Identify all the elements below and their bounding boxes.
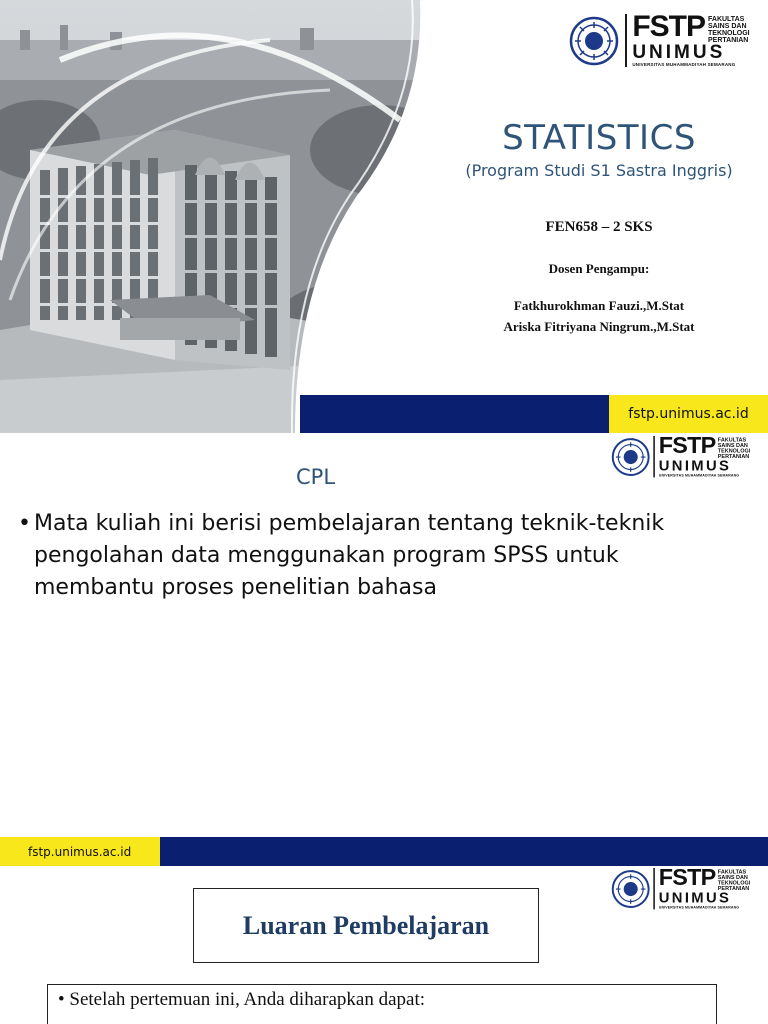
- slide-title: STATISTICS: [502, 118, 696, 158]
- unimus-text: UNIMUS: [659, 889, 732, 907]
- website-badge[interactable]: [609, 395, 768, 433]
- university-seal-icon: [612, 869, 651, 908]
- cpl-heading: CPL: [296, 465, 336, 489]
- footer-navy-band: [160, 837, 768, 866]
- outcome-box: [47, 984, 717, 1024]
- fstp-text: FSTP: [659, 433, 716, 459]
- fstp-wordmark: [654, 868, 754, 909]
- fstp-wordmark: [654, 433, 754, 478]
- fstp-unimus-logo: [569, 10, 754, 67]
- learning-outcome-slide: [0, 866, 768, 1024]
- list-item: [18, 508, 738, 604]
- fstp-subtitle: FAKULTAS SAINS DAN TEKNOLOGI PERTANIAN: [708, 16, 750, 44]
- campus-building-photo: [0, 0, 425, 433]
- unimus-subtitle: UNIVERSITAS MUHAMMADIYAH SEMARANG: [659, 473, 740, 478]
- outcome-intro: • Setelah pertemuan ini, Anda diharapkan dapat:: [58, 989, 426, 1010]
- website-url[interactable]: fstp.unimus.ac.id: [628, 406, 749, 422]
- lecturer-name-1: Fatkhurokhman Fauzi.,M.Stat: [513, 298, 685, 313]
- title-slide: [0, 0, 768, 433]
- lecturer-label: Dosen Pengampu:: [548, 261, 650, 276]
- heading-box: [193, 888, 539, 963]
- fstp-subtitle: FAKULTAS SAINS DAN TEKNOLOGI PERTANIAN: [718, 869, 751, 892]
- university-seal-icon: [612, 437, 651, 476]
- fstp-text: FSTP: [659, 866, 716, 891]
- fstp-wordmark: [625, 10, 754, 67]
- unimus-text: UNIMUS: [659, 457, 732, 475]
- course-code: FEN658 – 2 SKS: [545, 219, 653, 235]
- unimus-subtitle: UNIVERSITAS MUHAMMADIYAH SEMARANG: [659, 905, 740, 910]
- unimus-text: UNIMUS: [632, 42, 726, 63]
- bullet-icon: •: [18, 511, 31, 536]
- fstp-unimus-logo: [612, 868, 754, 909]
- fstp-text: FSTP: [632, 10, 705, 43]
- lecturer-name-2: Ariska Fitriyana Ningrum.,M.Stat: [503, 319, 695, 334]
- fstp-unimus-logo: [612, 433, 754, 478]
- luaran-heading: Luaran Pembelajaran: [242, 910, 490, 940]
- university-seal-icon: [569, 16, 619, 66]
- campus-building-image: [0, 0, 425, 433]
- program-subtitle: (Program Studi S1 Sastra Inggris): [465, 161, 733, 180]
- cpl-slide: [0, 433, 768, 866]
- website-url[interactable]: fstp.unimus.ac.id: [28, 844, 132, 859]
- website-badge[interactable]: [0, 837, 160, 866]
- fstp-subtitle: FAKULTAS SAINS DAN TEKNOLOGI PERTANIAN: [718, 437, 751, 460]
- unimus-subtitle: UNIVERSITAS MUHAMMADIYAH SEMARANG: [632, 62, 736, 67]
- cpl-description: Mata kuliah ini berisi pembelajaran tentang teknik-teknik pengolahan data menggunakan program SPSS untuk membantu proses penelitian bahasa: [34, 511, 665, 600]
